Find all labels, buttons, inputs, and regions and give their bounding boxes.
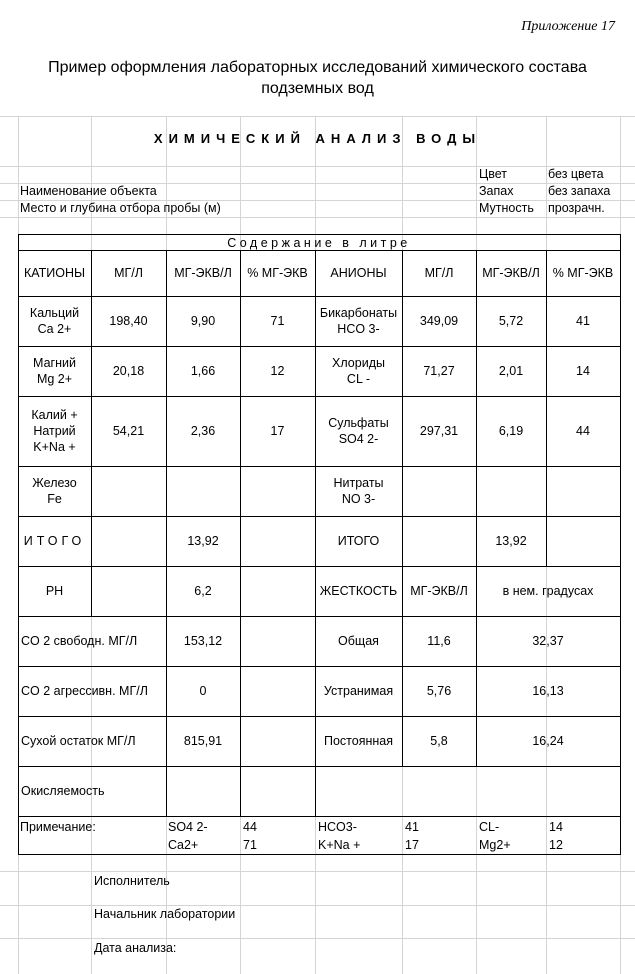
anion-eq: 5,72 [498,314,524,328]
object-label: Наименование объекта [20,184,157,198]
cation-pct: 17 [270,424,285,438]
gridline [0,905,635,906]
hardness-row-deg: 16,13 [532,684,564,698]
total-anion-label: ИТОГО [337,534,380,548]
turbidity-label: Мутность [479,201,534,215]
table-border [18,234,621,235]
header-mg-2: МГ/Л [424,266,454,280]
note-ca-value: 71 [243,838,257,852]
cation-name: Магний Mg 2+ [33,356,76,386]
hardness-unit-2: в нем. градусах [502,584,594,598]
note-cl-value: 14 [549,820,563,834]
title-line-2: подземных вод [261,80,374,97]
hardness-row-label: Общая [338,634,379,648]
appendix-label: Приложение 17 [521,19,615,34]
turbidity-value: прозрачн. [548,201,605,215]
hardness-row-mg-eq: 11,6 [427,634,451,648]
hardness-row-label: Постоянная [323,734,394,748]
smell-value: без запаха [548,184,611,198]
header-pct-2: % МГ-ЭКВ [552,266,614,280]
co2-free-value: 153,12 [183,634,223,648]
hardness-label: ЖЕСТКОСТЬ [319,584,398,598]
anion-pct: 44 [576,424,590,438]
table-border [18,816,621,817]
ph-label: PH [45,584,64,598]
anion-name: Хлориды CL - [332,356,385,386]
content-title: Содержание в литре [227,236,411,250]
anion-mg: 349,09 [419,314,459,328]
anion-pct: 14 [576,364,590,378]
hardness-unit: МГ-ЭКВ/Л [410,584,468,598]
note-mg-value: 12 [549,838,563,852]
cation-mg: 20,18 [112,364,145,378]
anion-mg: 71,27 [423,364,455,378]
anion-mg: 297,31 [419,424,459,438]
cation-eq: 1,66 [190,364,216,378]
note-kna-label: K+Na + [318,838,361,852]
page-title [0,57,635,99]
co2-aggr-label: CO 2 агрессивн. МГ/Л [21,684,148,698]
hardness-row-label: Устранимая [323,684,394,698]
ph-value: 6,2 [194,584,212,598]
title-line-1: Пример оформления лабораторных исследований химического состава [48,59,587,76]
gridline [0,938,635,939]
place-label: Место и глубина отбора пробы (м) [20,201,221,215]
dry-residue-label: Сухой остаток МГ/Л [21,734,136,748]
anion-eq: 6,19 [498,424,524,438]
cation-name: Железо Fe [32,476,77,506]
cation-pct: 12 [270,364,285,378]
dry-residue-value: 815,91 [183,734,223,748]
table-border [18,854,621,855]
gridline [0,871,635,872]
executor-label: Исполнитель [94,874,170,888]
note-mg-label: Mg2+ [479,838,511,852]
hardness-row-deg: 32,37 [532,634,564,648]
table-border [620,234,621,855]
hardness-row-mg-eq: 5,8 [430,734,448,748]
lab-head-label: Начальник лаборатории [94,907,236,921]
header-mg-eq: МГ-ЭКВ/Л [174,266,232,280]
note-hco3-label: HCO3- [318,820,357,834]
cation-pct: 71 [270,314,285,328]
cation-mg: 198,40 [109,314,148,328]
note-cl-label: CL- [479,820,500,834]
cation-eq: 2,36 [190,424,216,438]
note-hco3-value: 41 [405,820,419,834]
anion-eq: 2,01 [498,364,524,378]
header-cations: КАТИОНЫ [23,266,86,280]
gridline [0,217,635,218]
gridline [0,116,635,117]
smell-label: Запах [479,184,514,198]
hardness-row-mg-eq: 5,76 [426,684,452,698]
anion-pct: 41 [576,314,590,328]
table-border [91,566,92,616]
color-label: Цвет [479,167,508,181]
co2-aggr-value: 0 [199,684,207,698]
total-label: ИТОГО [23,534,86,548]
note-so4-label: SO4 2- [168,820,208,834]
hardness-row-deg: 16,24 [532,734,564,748]
note-ca-label: Ca2+ [168,838,199,852]
anion-name: Бикарбонаты HCO 3- [319,306,398,336]
note-so4-value: 44 [243,820,257,834]
gridline [0,166,635,167]
total-anion-eq: 13,92 [495,534,527,548]
cation-name: Кальций Ca 2+ [29,306,80,336]
anion-name: Нитраты NO 3- [333,476,384,506]
header-mg-eq-2: МГ-ЭКВ/Л [482,266,540,280]
color-value: без цвета [548,167,604,181]
note-label: Примечание: [20,820,96,834]
cation-mg: 54,21 [112,424,145,438]
co2-free-label: CO 2 свободн. МГ/Л [21,634,138,648]
cation-name: Калий + Натрий K+Na + [31,408,78,454]
oxidability-label: Окисляемость [21,784,105,798]
table-border [240,566,241,816]
total-cation-eq: 13,92 [187,534,219,548]
note-kna-value: 17 [405,838,419,852]
cation-eq: 9,90 [190,314,216,328]
analysis-title: ХИМИЧЕСКИЙ АНАЛИЗ ВОДЫ [153,131,482,146]
header-mg: МГ/Л [114,266,143,280]
header-pct: % МГ-ЭКВ [247,266,308,280]
anion-name: Сульфаты SO4 2- [328,416,389,446]
header-anions: АНИОНЫ [330,266,387,280]
analysis-date-label: Дата анализа: [94,941,177,955]
